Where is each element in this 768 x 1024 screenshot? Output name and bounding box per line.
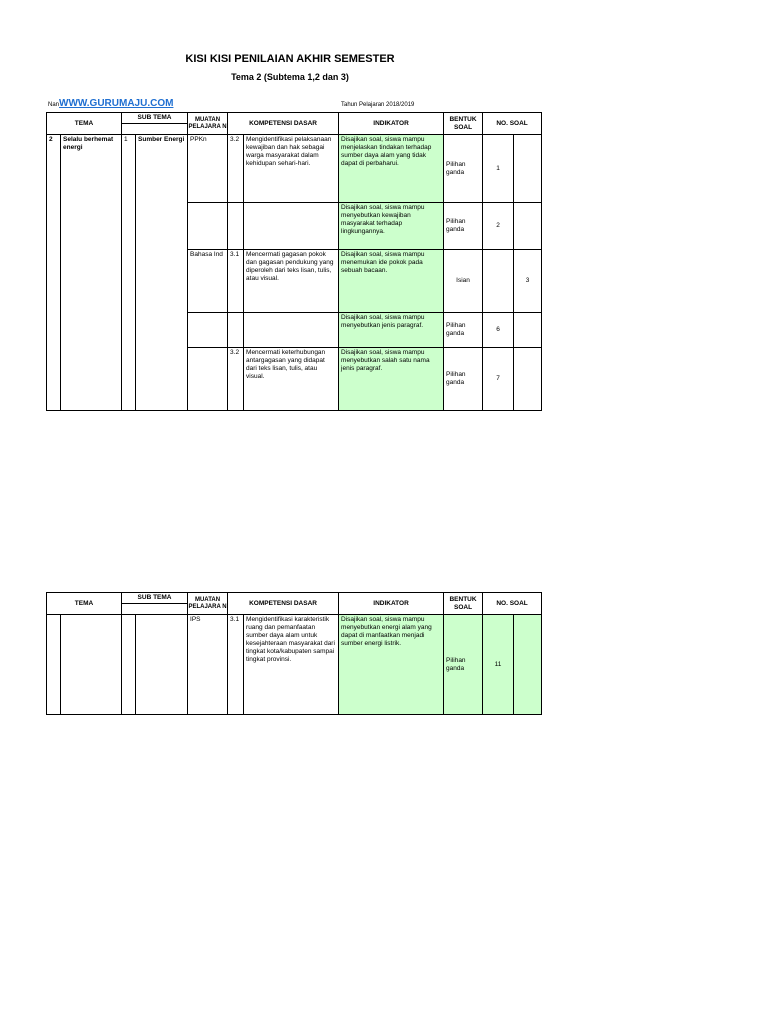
header-tema: TEMA bbox=[47, 113, 122, 135]
header-bentuk: BENTUK SOAL bbox=[444, 593, 483, 615]
mapel-cell: Bahasa Ind bbox=[188, 250, 228, 313]
no-soal-cell: 7 bbox=[483, 348, 514, 411]
kd-number bbox=[228, 313, 244, 348]
mapel-cell bbox=[188, 348, 228, 411]
subtema-number: 1 bbox=[122, 135, 136, 411]
indikator-cell: Disajikan soal, siswa mampu menyebutkan energi alam yang dapat di manfaatkan menjadi sumber energi listrik. bbox=[339, 615, 444, 715]
kd-text bbox=[244, 313, 339, 348]
no-soal-cell: 2 bbox=[483, 203, 514, 250]
document-subtitle: Tema 2 (Subtema 1,2 dan 3) bbox=[231, 72, 349, 82]
header-muatan: MUATAN PELAJARA N bbox=[188, 593, 228, 615]
bentuk-cell: Pilihan ganda bbox=[444, 135, 483, 203]
bentuk-cell: Pilihan ganda bbox=[444, 203, 483, 250]
tema-name bbox=[61, 615, 122, 715]
no-soal-extra-cell bbox=[514, 203, 542, 250]
bentuk-cell: Pilihan ganda bbox=[444, 615, 483, 715]
subtema-name: Sumber Energi bbox=[136, 135, 188, 411]
kisi-table-1 bbox=[46, 112, 542, 411]
document-title: KISI KISI PENILAIAN AKHIR SEMESTER bbox=[185, 53, 395, 65]
no-soal-cell: 1 bbox=[483, 135, 514, 203]
subtema-number bbox=[122, 615, 136, 715]
kd-number bbox=[228, 203, 244, 250]
no-soal-cell: 11 bbox=[483, 615, 514, 715]
website-link[interactable]: WWW.GURUMAJU.COM bbox=[59, 98, 174, 109]
mapel-cell bbox=[188, 203, 228, 250]
header-indikator: INDIKATOR bbox=[339, 113, 444, 135]
kd-number: 3.2 bbox=[228, 348, 244, 411]
indikator-cell: Disajikan soal, siswa mampu menemukan ide pokok pada sebuah bacaan. bbox=[339, 250, 444, 313]
kd-number: 3.2 bbox=[228, 135, 244, 203]
subtema-name bbox=[136, 615, 188, 715]
school-year: Tahun Pelajaran 2018/2019 bbox=[341, 102, 415, 108]
header-indikator: INDIKATOR bbox=[339, 593, 444, 615]
kd-text: Mencermati gagasan pokok dan gagasan pendukung yang diperoleh dari teks lisan, tulis, atau visual. bbox=[244, 250, 339, 313]
header-sub-tema-blank bbox=[122, 124, 188, 135]
kd-text bbox=[244, 203, 339, 250]
tema-number bbox=[47, 615, 61, 715]
header-no-soal: NO. SOAL bbox=[483, 593, 542, 615]
header-kompetensi: KOMPETENSI DASAR bbox=[228, 113, 339, 135]
kd-number: 3.1 bbox=[228, 250, 244, 313]
tema-number: 2 bbox=[47, 135, 61, 411]
indikator-cell: Disajikan soal, siswa mampu menyebutkan kewajiban masyarakat terhadap lingkungannya. bbox=[339, 203, 444, 250]
header-muatan: MUATAN PELAJARA N bbox=[188, 113, 228, 135]
table-row bbox=[47, 135, 542, 203]
indikator-cell: Disajikan soal, siswa mampu menyebutkan salah satu nama jenis paragraf. bbox=[339, 348, 444, 411]
mapel-cell: IPS bbox=[188, 615, 228, 715]
header-tema: TEMA bbox=[47, 593, 122, 615]
kd-text: Mengidentifikasi karakteristik ruang dan pemanfaatan sumber daya alam untuk kesejahteraan masyarakat dari tingkat kota/kabupaten sampai tingkat provinsi. bbox=[244, 615, 339, 715]
kd-text: Mencermati keterhubungan antargagasan yang didapat dari teks lisan, tulis, atau visual. bbox=[244, 348, 339, 411]
kisi-table-2 bbox=[46, 592, 542, 715]
header-no-soal: NO. SOAL bbox=[483, 113, 542, 135]
bentuk-cell: Pilihan ganda bbox=[444, 313, 483, 348]
name-row bbox=[48, 98, 173, 109]
header-sub-tema: SUB TEMA bbox=[122, 593, 188, 604]
kd-number: 3.1 bbox=[228, 615, 244, 715]
header-sub-tema: SUB TEMA bbox=[122, 113, 188, 124]
no-soal-cell: 6 bbox=[483, 313, 514, 348]
header-kompetensi: KOMPETENSI DASAR bbox=[228, 593, 339, 615]
indikator-cell: Disajikan soal, siswa mampu menyebutkan jenis paragraf. bbox=[339, 313, 444, 348]
table-row bbox=[47, 615, 542, 715]
no-soal-cell bbox=[483, 250, 514, 313]
kd-text: Mengidentifikasi pelaksanaan kewajiban dan hak sebagai warga masyarakat dalam kehidupan sehari-hari. bbox=[244, 135, 339, 203]
header-bentuk: BENTUK SOAL bbox=[444, 113, 483, 135]
no-soal-extra-cell: 3 bbox=[514, 250, 542, 313]
tema-name: Selalu berhemat energi bbox=[61, 135, 122, 411]
no-soal-extra-cell bbox=[514, 615, 542, 715]
header-sub-tema-blank bbox=[122, 604, 188, 615]
name-label: Nan bbox=[48, 102, 60, 108]
no-soal-extra-cell bbox=[514, 135, 542, 203]
bentuk-cell: Isian bbox=[444, 250, 483, 313]
mapel-cell: PPKn bbox=[188, 135, 228, 203]
no-soal-extra-cell bbox=[514, 348, 542, 411]
bentuk-cell: Pilihan ganda bbox=[444, 348, 483, 411]
indikator-cell: Disajikan soal, siswa mampu menjelaskan tindakan terhadap sumber daya alam yang tidak dapat di perbaharui. bbox=[339, 135, 444, 203]
mapel-cell bbox=[188, 313, 228, 348]
no-soal-extra-cell bbox=[514, 313, 542, 348]
